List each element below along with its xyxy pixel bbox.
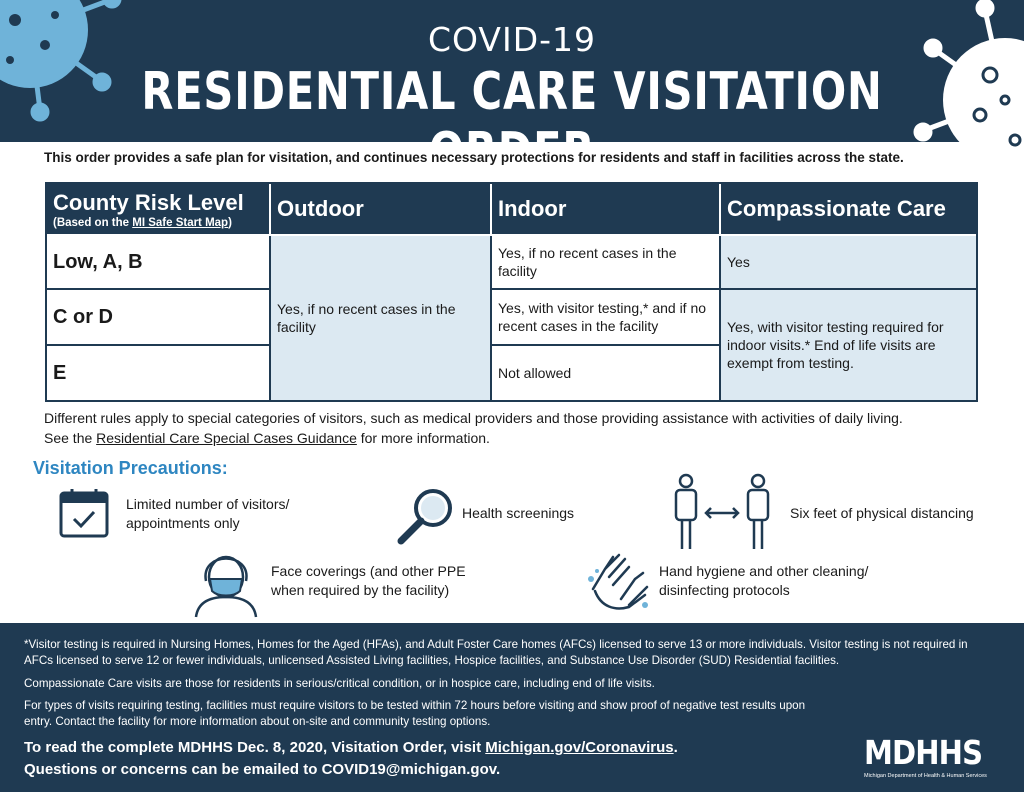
precaution-face-coverings: Face coverings (and other PPE when required by the facility): [271, 563, 466, 598]
logo-subtitle: Michigan Department of Health & Human Services: [864, 773, 987, 779]
precaution-hand-hygiene: Hand hygiene and other cleaning/ disinfecting protocols: [659, 563, 869, 598]
cta-line-1-suffix: .: [673, 739, 678, 756]
magnifier-icon: [395, 484, 457, 546]
precaution-six-feet: Six feet of physical distancing: [790, 505, 974, 521]
row-label-low: Low, A, B: [47, 236, 271, 290]
header-supertitle: COVID-19: [427, 20, 597, 59]
michigan-coronavirus-link[interactable]: Michigan.gov/Coronavirus: [485, 739, 674, 756]
risk-sub-suffix: ): [228, 216, 232, 229]
compassionate-c-d-e: Yes, with visitor testing required for indoor visits.* End of life visits are exempt from testing.: [721, 290, 976, 400]
cta-line-1: [24, 737, 678, 759]
indoor-e: Not allowed: [492, 346, 721, 400]
footer-panel: [0, 623, 1024, 792]
header-risk-sub: [53, 217, 269, 229]
compassionate-low: Yes: [721, 236, 976, 290]
mdhhs-logo: [864, 727, 1004, 787]
header-compassionate-care: Compassionate Care: [721, 184, 976, 236]
footnote-72-hours: For types of visits requiring testing, facilities must require visitors to be tested within 72 hours before visiting and show proof of negative test results upon entry. Contact the facility for more information about on-site and community testing options.: [24, 699, 806, 729]
rules-line-1: Different rules apply to special categories of visitors, such as medical providers and those providing assistance with activities of daily living.: [44, 410, 903, 426]
rules-line-2-prefix: See the: [44, 429, 97, 446]
footnote-compassionate: Compassionate Care visits are those for residents in serious/critical condition, or in hospice care, including end of life visits.: [24, 677, 655, 690]
precaution-health-screenings: Health screenings: [462, 505, 575, 521]
hand-washing-icon: [585, 549, 655, 617]
distancing-icon: [668, 473, 778, 551]
visitation-table: [45, 182, 978, 402]
outdoor-all-levels: Yes, if no recent cases in the facility: [271, 236, 492, 400]
header-risk-label: County Risk Level: [53, 189, 244, 215]
cta-line-1-prefix: To read the complete MDHHS Dec. 8, 2020, Visitation Order, visit: [24, 739, 486, 756]
special-rules-text: [44, 409, 984, 448]
footnote-testing: *Visitor testing is required in Nursing Homes, Homes for the Aged (HFAs), and Adult Foster Care homes (AFCs) licensed to serve 13 or more individuals. Visitor testing is not required in AFCs licensed to serve 12 or fewer individuals, unlicensed Assisted Living facilities, Hospice facilities, and Substance Use Disorder (SUD) Residential facilities.: [24, 638, 968, 668]
footer-cta: [24, 737, 678, 781]
cta-line-2: Questions or concerns can be emailed to COVID19@michigan.gov.: [24, 760, 501, 778]
indoor-c-or-d: Yes, with visitor testing,* and if no recent cases in the facility: [492, 290, 721, 346]
page-title: RESIDENTIAL CARE VISITATION ORDER: [141, 62, 883, 182]
rules-line-2: [44, 429, 984, 449]
header-risk-level: [47, 184, 271, 236]
mi-safe-start-map-link[interactable]: MI Safe Start Map: [132, 216, 229, 229]
precaution-limited-visitors: Limited number of visitors/ appointments only: [126, 496, 290, 531]
header-outdoor: Outdoor: [271, 184, 492, 236]
mask-person-icon: [190, 541, 262, 617]
risk-sub-prefix: (Based on the: [53, 216, 133, 229]
precautions-title: Visitation Precautions:: [33, 458, 228, 478]
special-cases-guidance-link[interactable]: Residential Care Special Cases Guidance: [96, 429, 357, 446]
calendar-check-icon: [58, 487, 110, 539]
rules-line-2-suffix: for more information.: [356, 429, 490, 446]
header-indoor: Indoor: [492, 184, 721, 236]
indoor-low: Yes, if no recent cases in the facility: [492, 236, 721, 290]
row-label-e: E: [47, 346, 271, 400]
row-label-c-or-d: C or D: [47, 290, 271, 346]
intro-text: This order provides a safe plan for visitation, and continues necessary protections for residents and staff in facilities across the state.: [44, 150, 904, 165]
logo-text: MDHHS: [864, 733, 983, 772]
